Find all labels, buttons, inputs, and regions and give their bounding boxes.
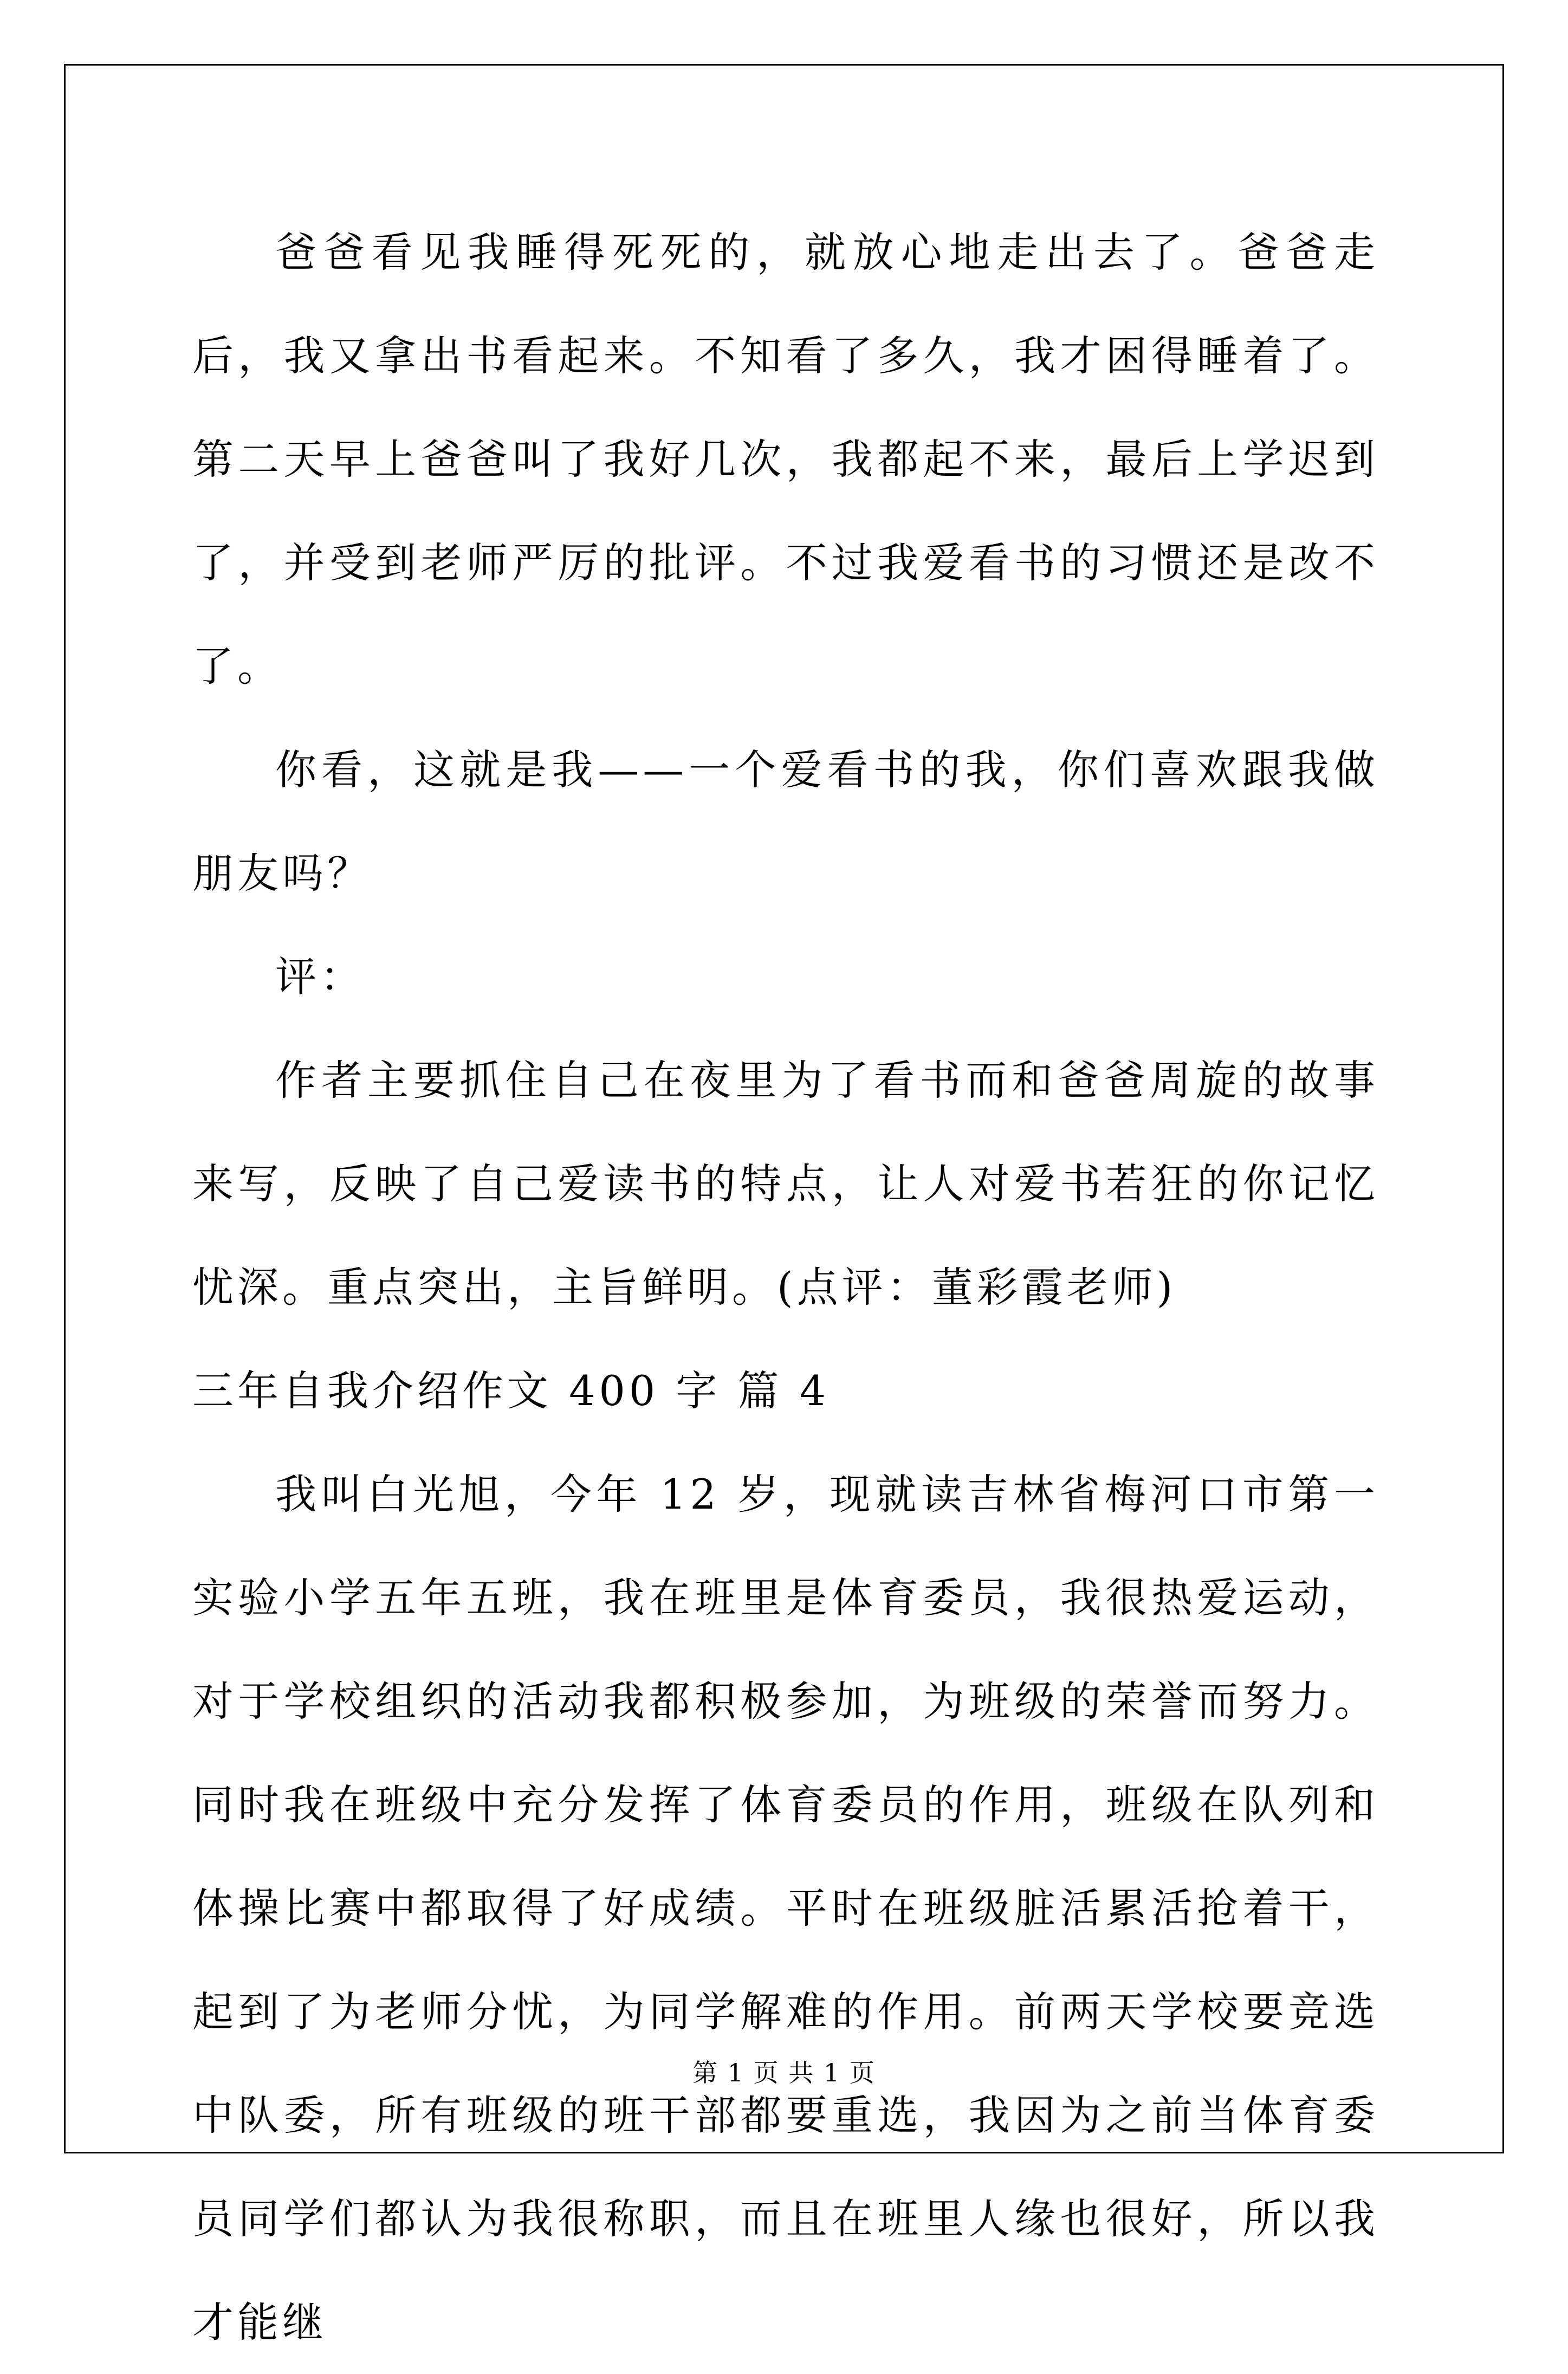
paragraph-self-introduction: 我叫白光旭，今年 12 岁，现就读吉林省梅河口市第一实验小学五年五班，我在班里是体育委员，我很热爱运动，对于学校组织的活动我都积极参加，为班级的荣誉而努力。同时我在班级中充分发挥了体育委员的作用，班级在队列和体操比赛中都取得了好成绩。平时在班级脏活累活抢着干，起到了为老师分忧，为同学解难的作用。前两天学校要竞选中队委，所有班级的班干部都要重选，我因为之前当体育委员同学们都认为我很称职，而且在班里人缘也很好，所以我才能继	[192, 1470, 1379, 2346]
paragraph-comment-label: 评：	[275, 953, 365, 1001]
paragraph-reading-at-night: 爸爸看见我睡得死死的，就放心地走出去了。爸爸走后，我又拿出书看起来。不知看了多久，我才困得睡着了。第二天早上爸爸叫了我好几次，我都起不来，最后上学迟到了，并受到老师严厉的批评。不过我爱看书的习惯还是改不了。	[192, 228, 1379, 690]
paragraph-teacher-comment: 作者主要抓住自己在夜里为了看书而和爸爸周旋的故事来写，反映了自己爱读书的特点，让人对爱书若狂的你记忆忧深。重点突出，主旨鲜明。(点评：董彩霞老师)	[192, 1056, 1379, 1311]
essay-heading: 三年自我介绍作文 400 字 篇 4	[192, 1367, 830, 1415]
document-body	[192, 200, 1379, 2374]
page-footer: 第 1 页 共 1 页	[692, 2058, 876, 2087]
paragraph-friend-question: 你看，这就是我——一个爱看书的我，你们喜欢跟我做朋友吗？	[192, 746, 1379, 897]
